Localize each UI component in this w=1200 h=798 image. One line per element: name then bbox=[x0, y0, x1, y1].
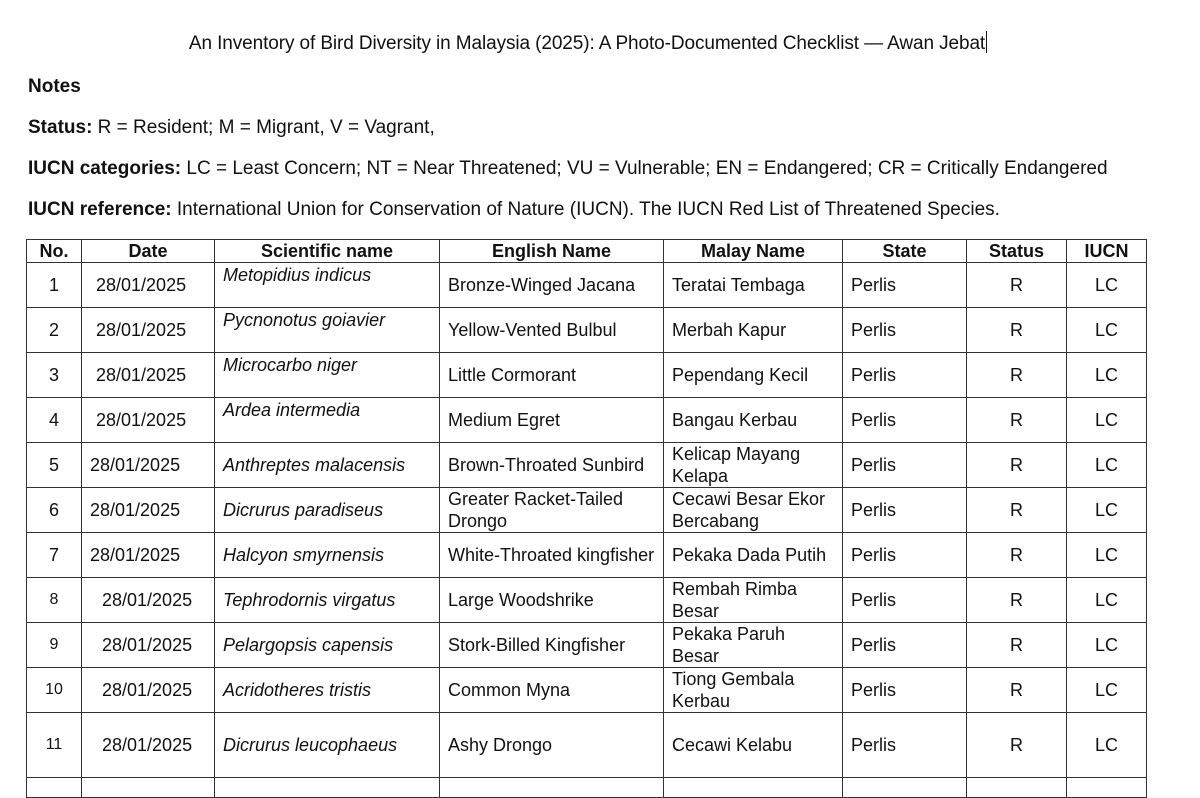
cell-malay-name: Teratai Tembaga bbox=[664, 263, 843, 308]
cell-malay-name: Kelicap Mayang Kelapa bbox=[664, 443, 843, 488]
cell-iucn: LC bbox=[1067, 668, 1147, 713]
status-note-label: Status: bbox=[28, 117, 93, 138]
cell-status: R bbox=[967, 353, 1067, 398]
cell-date: 28/01/2025 bbox=[82, 263, 215, 308]
cell-scientific-name: Dicrurus paradiseus bbox=[215, 488, 440, 533]
table-row bbox=[27, 533, 1147, 578]
iucn-reference-text: International Union for Conservation of Nature (IUCN). The IUCN Red List of Threatened Species. bbox=[171, 199, 1000, 220]
cell-date: 28/01/2025 bbox=[82, 488, 215, 533]
table-header-row bbox=[27, 240, 1147, 263]
cell-date: 28/01/2025 bbox=[82, 713, 215, 778]
cell-no: 9 bbox=[27, 623, 82, 668]
cell-date: 28/01/2025 bbox=[82, 308, 215, 353]
cell-no: 6 bbox=[27, 488, 82, 533]
cell-status: R bbox=[967, 713, 1067, 778]
table-row bbox=[27, 398, 1147, 443]
bird-checklist-table bbox=[26, 239, 1147, 798]
cell-no: 11 bbox=[27, 713, 82, 778]
cell-state: Perlis bbox=[843, 398, 967, 443]
document-title-text: An Inventory of Bird Diversity in Malaysia (2025): A Photo-Documented Checklist — Awan Jebat bbox=[188, 33, 986, 54]
cell-english-name: Common Myna bbox=[440, 668, 664, 713]
cell-state: Perlis bbox=[843, 308, 967, 353]
cell-scientific-name: Microcarbo niger bbox=[215, 353, 440, 398]
cell-no: 1 bbox=[27, 263, 82, 308]
cell-date: 28/01/2025 bbox=[82, 398, 215, 443]
cell-scientific-name: Tephrodornis virgatus bbox=[215, 578, 440, 623]
col-header-malay-name: Malay Name bbox=[664, 240, 843, 263]
cell-scientific-name: Anthreptes malacensis bbox=[215, 443, 440, 488]
cell-malay-name: Pependang Kecil bbox=[664, 353, 843, 398]
cell-iucn: LC bbox=[1067, 533, 1147, 578]
cell-iucn: LC bbox=[1067, 308, 1147, 353]
cell-state: Perlis bbox=[843, 488, 967, 533]
cell-iucn: LC bbox=[1067, 623, 1147, 668]
iucn-reference-label: IUCN reference: bbox=[28, 199, 172, 220]
cell-date: 28/01/2025 bbox=[82, 533, 215, 578]
table-row bbox=[27, 623, 1147, 668]
cell-malay-name: Pekaka Paruh Besar bbox=[664, 623, 843, 668]
cell-no: 10 bbox=[27, 668, 82, 713]
cell-malay-name: Pekaka Dada Putih bbox=[664, 533, 843, 578]
cell-no: 8 bbox=[27, 578, 82, 623]
cell-iucn: LC bbox=[1067, 443, 1147, 488]
iucn-categories-text: LC = Least Concern; NT = Near Threatened; VU = Vulnerable; EN = Endangered; CR = Critically Endangered bbox=[181, 158, 1108, 179]
status-note bbox=[28, 117, 435, 139]
cell-date: 28/01/2025 bbox=[82, 353, 215, 398]
cell-malay-name: Merbah Kapur bbox=[664, 308, 843, 353]
cell-english-name: Ashy Drongo bbox=[440, 713, 664, 778]
cell-state: Perlis bbox=[843, 578, 967, 623]
cell-no: 4 bbox=[27, 398, 82, 443]
status-note-text: R = Resident; M = Migrant, V = Vagrant, bbox=[92, 117, 435, 138]
cell-date: 28/01/2025 bbox=[82, 668, 215, 713]
cell-iucn: LC bbox=[1067, 713, 1147, 778]
cell-state: Perlis bbox=[843, 533, 967, 578]
cell-no: 7 bbox=[27, 533, 82, 578]
text-cursor bbox=[986, 31, 987, 53]
col-header-english-name: English Name bbox=[440, 240, 664, 263]
col-header-status: Status bbox=[967, 240, 1067, 263]
cell-status: R bbox=[967, 578, 1067, 623]
cell-state: Perlis bbox=[843, 623, 967, 668]
cell-iucn: LC bbox=[1067, 488, 1147, 533]
cell-english-name: Little Cormorant bbox=[440, 353, 664, 398]
cell-iucn: LC bbox=[1067, 353, 1147, 398]
cell-date: 28/01/2025 bbox=[82, 623, 215, 668]
cell-iucn: LC bbox=[1067, 578, 1147, 623]
cell-date: 28/01/2025 bbox=[82, 578, 215, 623]
cell-status: R bbox=[967, 488, 1067, 533]
iucn-categories-note bbox=[28, 158, 1108, 180]
cell-scientific-name: Pycnonotus goiavier bbox=[215, 308, 440, 353]
table-row bbox=[27, 308, 1147, 353]
cell-english-name: Bronze-Winged Jacana bbox=[440, 263, 664, 308]
table-row-partial bbox=[27, 778, 1147, 798]
cell-no: 3 bbox=[27, 353, 82, 398]
table-row bbox=[27, 443, 1147, 488]
col-header-iucn: IUCN bbox=[1067, 240, 1147, 263]
iucn-reference-note bbox=[28, 199, 1000, 221]
col-header-date: Date bbox=[82, 240, 215, 263]
cell-english-name: Stork-Billed Kingfisher bbox=[440, 623, 664, 668]
cell-status: R bbox=[967, 308, 1067, 353]
cell-english-name: White-Throated kingfisher bbox=[440, 533, 664, 578]
cell-malay-name: Cecawi Kelabu bbox=[664, 713, 843, 778]
document-title[interactable] bbox=[0, 31, 1176, 55]
cell-scientific-name: Halcyon smyrnensis bbox=[215, 533, 440, 578]
cell-state: Perlis bbox=[843, 713, 967, 778]
cell-iucn: LC bbox=[1067, 263, 1147, 308]
col-header-scientific-name: Scientific name bbox=[215, 240, 440, 263]
table-row bbox=[27, 713, 1147, 778]
table-row bbox=[27, 263, 1147, 308]
cell-status: R bbox=[967, 398, 1067, 443]
cell-scientific-name: Ardea intermedia bbox=[215, 398, 440, 443]
cell-english-name: Large Woodshrike bbox=[440, 578, 664, 623]
cell-status: R bbox=[967, 263, 1067, 308]
cell-english-name: Medium Egret bbox=[440, 398, 664, 443]
cell-english-name: Greater Racket-Tailed Drongo bbox=[440, 488, 664, 533]
cell-no: 5 bbox=[27, 443, 82, 488]
cell-english-name: Brown-Throated Sunbird bbox=[440, 443, 664, 488]
col-header-state: State bbox=[843, 240, 967, 263]
table-row bbox=[27, 668, 1147, 713]
iucn-categories-label: IUCN categories: bbox=[28, 158, 182, 179]
col-header-no: No. bbox=[27, 240, 82, 263]
cell-scientific-name: Metopidius indicus bbox=[215, 263, 440, 308]
table-row bbox=[27, 578, 1147, 623]
cell-status: R bbox=[967, 443, 1067, 488]
cell-state: Perlis bbox=[843, 353, 967, 398]
cell-state: Perlis bbox=[843, 668, 967, 713]
cell-no: 2 bbox=[27, 308, 82, 353]
cell-scientific-name: Pelargopsis capensis bbox=[215, 623, 440, 668]
cell-state: Perlis bbox=[843, 263, 967, 308]
cell-state: Perlis bbox=[843, 443, 967, 488]
cell-malay-name: Bangau Kerbau bbox=[664, 398, 843, 443]
table-row bbox=[27, 353, 1147, 398]
cell-status: R bbox=[967, 533, 1067, 578]
cell-english-name: Yellow-Vented Bulbul bbox=[440, 308, 664, 353]
cell-status: R bbox=[967, 623, 1067, 668]
cell-malay-name: Rembah Rimba Besar bbox=[664, 578, 843, 623]
cell-iucn: LC bbox=[1067, 398, 1147, 443]
cell-date: 28/01/2025 bbox=[82, 443, 215, 488]
cell-scientific-name: Dicrurus leucophaeus bbox=[215, 713, 440, 778]
table-row bbox=[27, 488, 1147, 533]
cell-status: R bbox=[967, 668, 1067, 713]
cell-malay-name: Tiong Gembala Kerbau bbox=[664, 668, 843, 713]
cell-malay-name: Cecawi Besar Ekor Bercabang bbox=[664, 488, 843, 533]
cell-scientific-name: Acridotheres tristis bbox=[215, 668, 440, 713]
notes-heading: Notes bbox=[28, 76, 81, 97]
